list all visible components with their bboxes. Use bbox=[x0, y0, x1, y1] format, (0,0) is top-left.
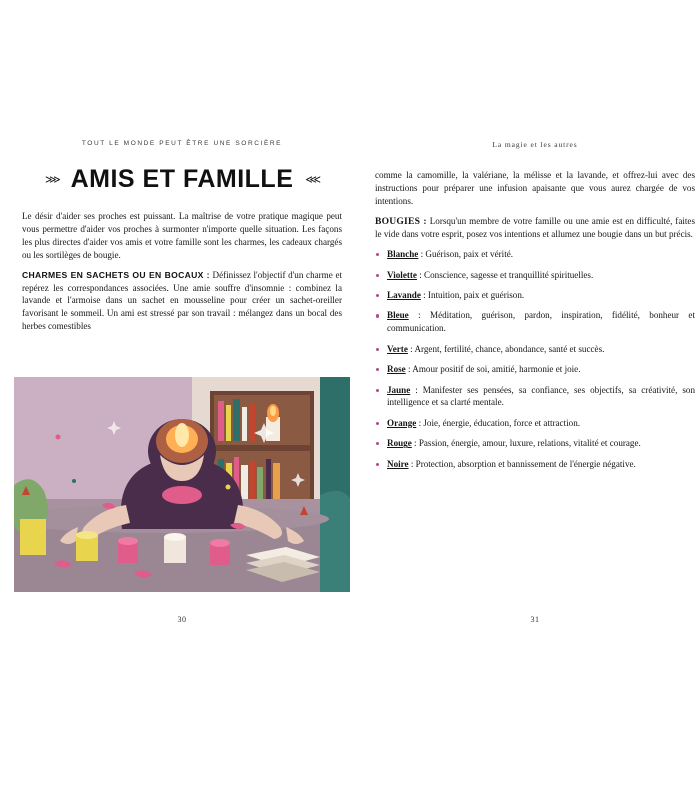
list-item-text: : Méditation, guérison, pardon, inspiration, fidélité, bonheur et communication. bbox=[387, 310, 695, 334]
charms-section-heading: CHARMES EN SACHETS OU EN BOCAUX : bbox=[22, 269, 210, 280]
list-item-term: Rouge bbox=[387, 438, 412, 449]
list-item-text: : Manifester ses pensées, sa confiance, ses objectifs, sa créativité, son intelligence et sa clarté mentale. bbox=[387, 384, 695, 408]
folio-right: 31 bbox=[530, 615, 540, 624]
list-item-text: : Intuition, paix et guérison. bbox=[420, 290, 525, 301]
list-item-term: Lavande bbox=[387, 290, 421, 301]
list-item bbox=[375, 309, 695, 335]
list-item-term: Rose bbox=[387, 364, 406, 375]
candle-color-list bbox=[375, 248, 695, 470]
list-item-term: Violette bbox=[387, 269, 417, 280]
list-item-text: : Protection, absorption et bannissement de l'énergie négative. bbox=[408, 458, 636, 469]
list-item bbox=[375, 289, 695, 302]
list-item-term: Orange bbox=[387, 417, 417, 428]
list-item bbox=[375, 343, 695, 356]
folio-left: 30 bbox=[177, 615, 187, 624]
charms-section-text: Définissez l'objectif d'un charme et repérez les correspondances associées. Une amie souffre d'insomnie : combinez la lavande et l'armoise dans un sachet en mousseline pour créer un sachet-oreiller favorisant le sommeil. Un ami est stressé par son travail : mélangez dans un bocal des herbes comestibles bbox=[22, 269, 343, 332]
chapter-title-row bbox=[22, 165, 342, 194]
list-item-text: : Amour positif de soi, amitié, harmonie et joie. bbox=[405, 364, 581, 375]
list-item-term: Bleue bbox=[387, 310, 409, 321]
list-item-term: Jaune bbox=[387, 384, 411, 395]
illustration bbox=[14, 377, 350, 592]
ornament-right-icon: ⋘ bbox=[305, 173, 320, 186]
list-item-text: : Passion, énergie, amour, luxure, relations, vitalité et courage. bbox=[411, 438, 641, 449]
list-item-term: Blanche bbox=[387, 249, 419, 260]
list-item bbox=[375, 363, 695, 376]
list-item bbox=[375, 269, 695, 282]
running-head-right: La magie et les autres bbox=[492, 140, 578, 149]
page-title: AMIS ET FAMILLE bbox=[70, 165, 294, 193]
list-item-term: Verte bbox=[387, 343, 408, 354]
list-item-text: : Joie, énergie, éducation, force et attraction. bbox=[416, 417, 581, 428]
candles-section-text: Lorsqu'un membre de votre famille ou une amie est en difficulté, faites le vide dans votre esprit, posez vos intentions et allumez une bougie dans un but précis. bbox=[375, 215, 695, 240]
list-item bbox=[375, 437, 695, 450]
list-item-term: Noire bbox=[387, 458, 409, 469]
list-item-text: : Conscience, sagesse et tranquillité spirituelles. bbox=[416, 269, 594, 280]
list-item bbox=[375, 384, 695, 410]
intro-paragraph: Le désir d'aider ses proches est puissant. La maîtrise de votre pratique magique peut vous permettre d'aider vos proches à surmonter n'importe quelle situation. Les façons les plus directes d'aider vos amis et votre famille sont les charmes, les cadeaux chargés ou les sortilèges de bougie. bbox=[22, 211, 342, 260]
list-item bbox=[375, 417, 695, 430]
list-item bbox=[375, 458, 695, 471]
right-page bbox=[375, 140, 695, 640]
ornament-left-icon: ⋙ bbox=[44, 173, 59, 186]
list-item-text: : Guérison, paix et vérité. bbox=[418, 249, 514, 260]
candles-section-heading: BOUGIES : bbox=[375, 215, 427, 227]
candles-section bbox=[375, 215, 695, 242]
running-head-left: TOUT LE MONDE PEUT ÊTRE UNE SORCIÈRE bbox=[81, 140, 283, 147]
list-item bbox=[375, 248, 695, 261]
continuation-paragraph: comme la camomille, la valériane, la mélisse et la lavande, et offrez-lui avec des instructions pour préparer une infusion apaisante que vous aurez chargée de vos intentions. bbox=[375, 170, 695, 206]
charms-section bbox=[22, 269, 342, 334]
list-item-text: : Argent, fertilité, chance, abondance, santé et succès. bbox=[407, 343, 605, 354]
